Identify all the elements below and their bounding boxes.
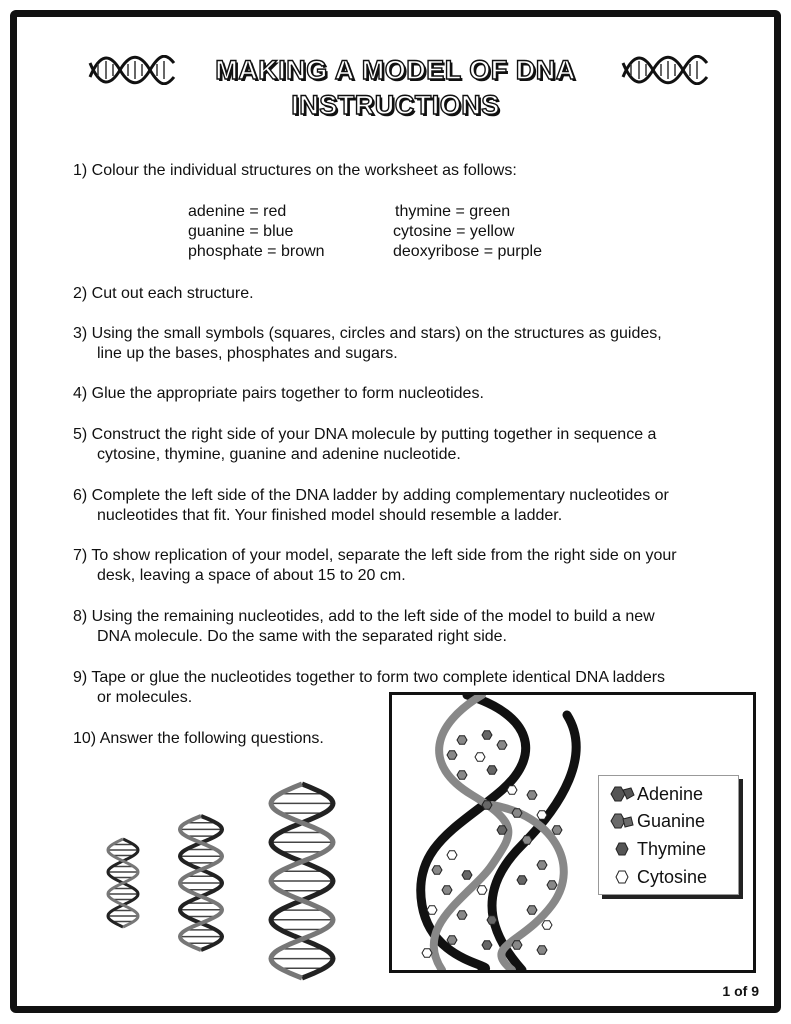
step-2: 2) Cut out each structure.	[73, 285, 254, 302]
adenine-icon	[609, 784, 635, 804]
colour-cytosine: cytosine = yellow	[393, 223, 515, 240]
colour-guanine: guanine = blue	[188, 223, 294, 240]
step-3-line-2: line up the bases, phosphates and sugars.	[97, 345, 398, 362]
nucleotide-shape	[537, 946, 547, 955]
nucleotide-shape	[497, 741, 507, 750]
nucleotide-shape	[447, 751, 457, 760]
nucleotide-shape	[512, 809, 522, 818]
nucleotide-shape	[552, 826, 562, 835]
nucleotide-shape	[422, 949, 432, 958]
nucleotide-shape	[442, 886, 452, 895]
dna-replication-figure	[389, 692, 756, 973]
nucleotide-shape	[477, 886, 487, 895]
nucleotide-shape	[512, 941, 522, 950]
nucleotide-shape	[432, 866, 442, 875]
thymine-icon	[609, 839, 635, 859]
nucleotide-shape	[542, 921, 552, 930]
nucleotide-shape	[507, 786, 517, 795]
dna-helix-medium-illustration	[176, 812, 226, 954]
step-6	[73, 486, 669, 526]
step-8-line-1: 8) Using the remaining nucleotides, add to the left side of the model to build a new	[73, 608, 655, 625]
nucleotide-shape	[522, 836, 532, 845]
step-4: 4) Glue the appropriate pairs together to form nucleotides.	[73, 385, 484, 402]
nucleotide-shape	[447, 936, 457, 945]
step-5-line-2: cytosine, thymine, guanine and adenine nucleotide.	[97, 446, 461, 463]
step-7	[73, 546, 677, 586]
nucleotide-shape	[482, 941, 492, 950]
colour-adenine: adenine = red	[188, 203, 287, 220]
nucleotide-shape	[457, 911, 467, 920]
nucleotide-shape	[537, 811, 547, 820]
helix-strand	[108, 839, 138, 927]
colour-thymine: thymine = green	[395, 203, 511, 220]
nucleotide-shape	[487, 916, 497, 925]
colour-deoxyribose: deoxyribose = purple	[393, 243, 542, 260]
legend-adenine-label: Adenine	[637, 784, 704, 804]
nucleotide-shape	[427, 906, 437, 915]
step-5	[73, 425, 656, 465]
step-6-line-1: 6) Complete the left side of the DNA ladder by adding complementary nucleotides or	[73, 487, 669, 504]
colour-phosphate: phosphate = brown	[188, 243, 325, 260]
nucleotide-shape	[475, 753, 485, 762]
nucleotide-shape	[457, 771, 467, 780]
page-title: MAKING A MODEL OF DNA	[215, 55, 576, 85]
dna-helix-large-illustration	[266, 780, 338, 982]
nucleotide-legend	[598, 775, 739, 895]
nucleotide-shape	[527, 791, 537, 800]
step-7-line-1: 7) To show replication of your model, separate the left side from the right side on your	[73, 547, 677, 564]
step-7-line-2: desk, leaving a space of about 15 to 20 cm.	[97, 567, 406, 584]
nucleotide-shape	[547, 881, 557, 890]
nucleotide-shape	[497, 826, 507, 835]
nucleotide-shape	[457, 736, 467, 745]
dna-helix-small-illustration	[105, 835, 141, 931]
nucleotide-shape	[537, 861, 547, 870]
step-3	[73, 324, 662, 364]
step-3-line-1: 3) Using the small symbols (squares, circles and stars) on the structures as guides,	[73, 325, 662, 342]
step-9-line-2: or molecules.	[97, 689, 193, 706]
nucleotide-shape	[482, 801, 492, 810]
legend-guanine-label: Guanine	[637, 811, 706, 831]
step-5-line-1: 5) Construct the right side of your DNA molecule by putting together in sequence a	[73, 426, 657, 443]
page-subtitle: INSTRUCTIONS	[291, 90, 500, 120]
nucleotide-shape	[517, 876, 527, 885]
step-8-line-2: DNA molecule. Do the same with the separated right side.	[97, 628, 507, 645]
legend-cytosine-label: Cytosine	[637, 867, 708, 887]
step-6-line-2: nucleotides that fit. Your finished model should resemble a ladder.	[97, 507, 563, 524]
step-8	[73, 607, 655, 647]
nucleotide-shape	[462, 871, 472, 880]
nucleotide-shape	[527, 906, 537, 915]
step-9-line-1: 9) Tape or glue the nucleotides together to form two complete identical DNA ladders	[73, 669, 666, 686]
cytosine-icon	[609, 867, 635, 887]
legend-thymine-label: Thymine	[637, 839, 707, 859]
nucleotide-shape	[482, 731, 492, 740]
step-1: 1) Colour the individual structures on the worksheet as follows:	[73, 162, 517, 179]
guanine-icon	[609, 811, 635, 831]
nucleotide-shape	[487, 766, 497, 775]
step-10: 10) Answer the following questions.	[73, 730, 324, 747]
nucleotide-shape	[447, 851, 457, 860]
page-number: 1 of 9	[722, 983, 759, 999]
